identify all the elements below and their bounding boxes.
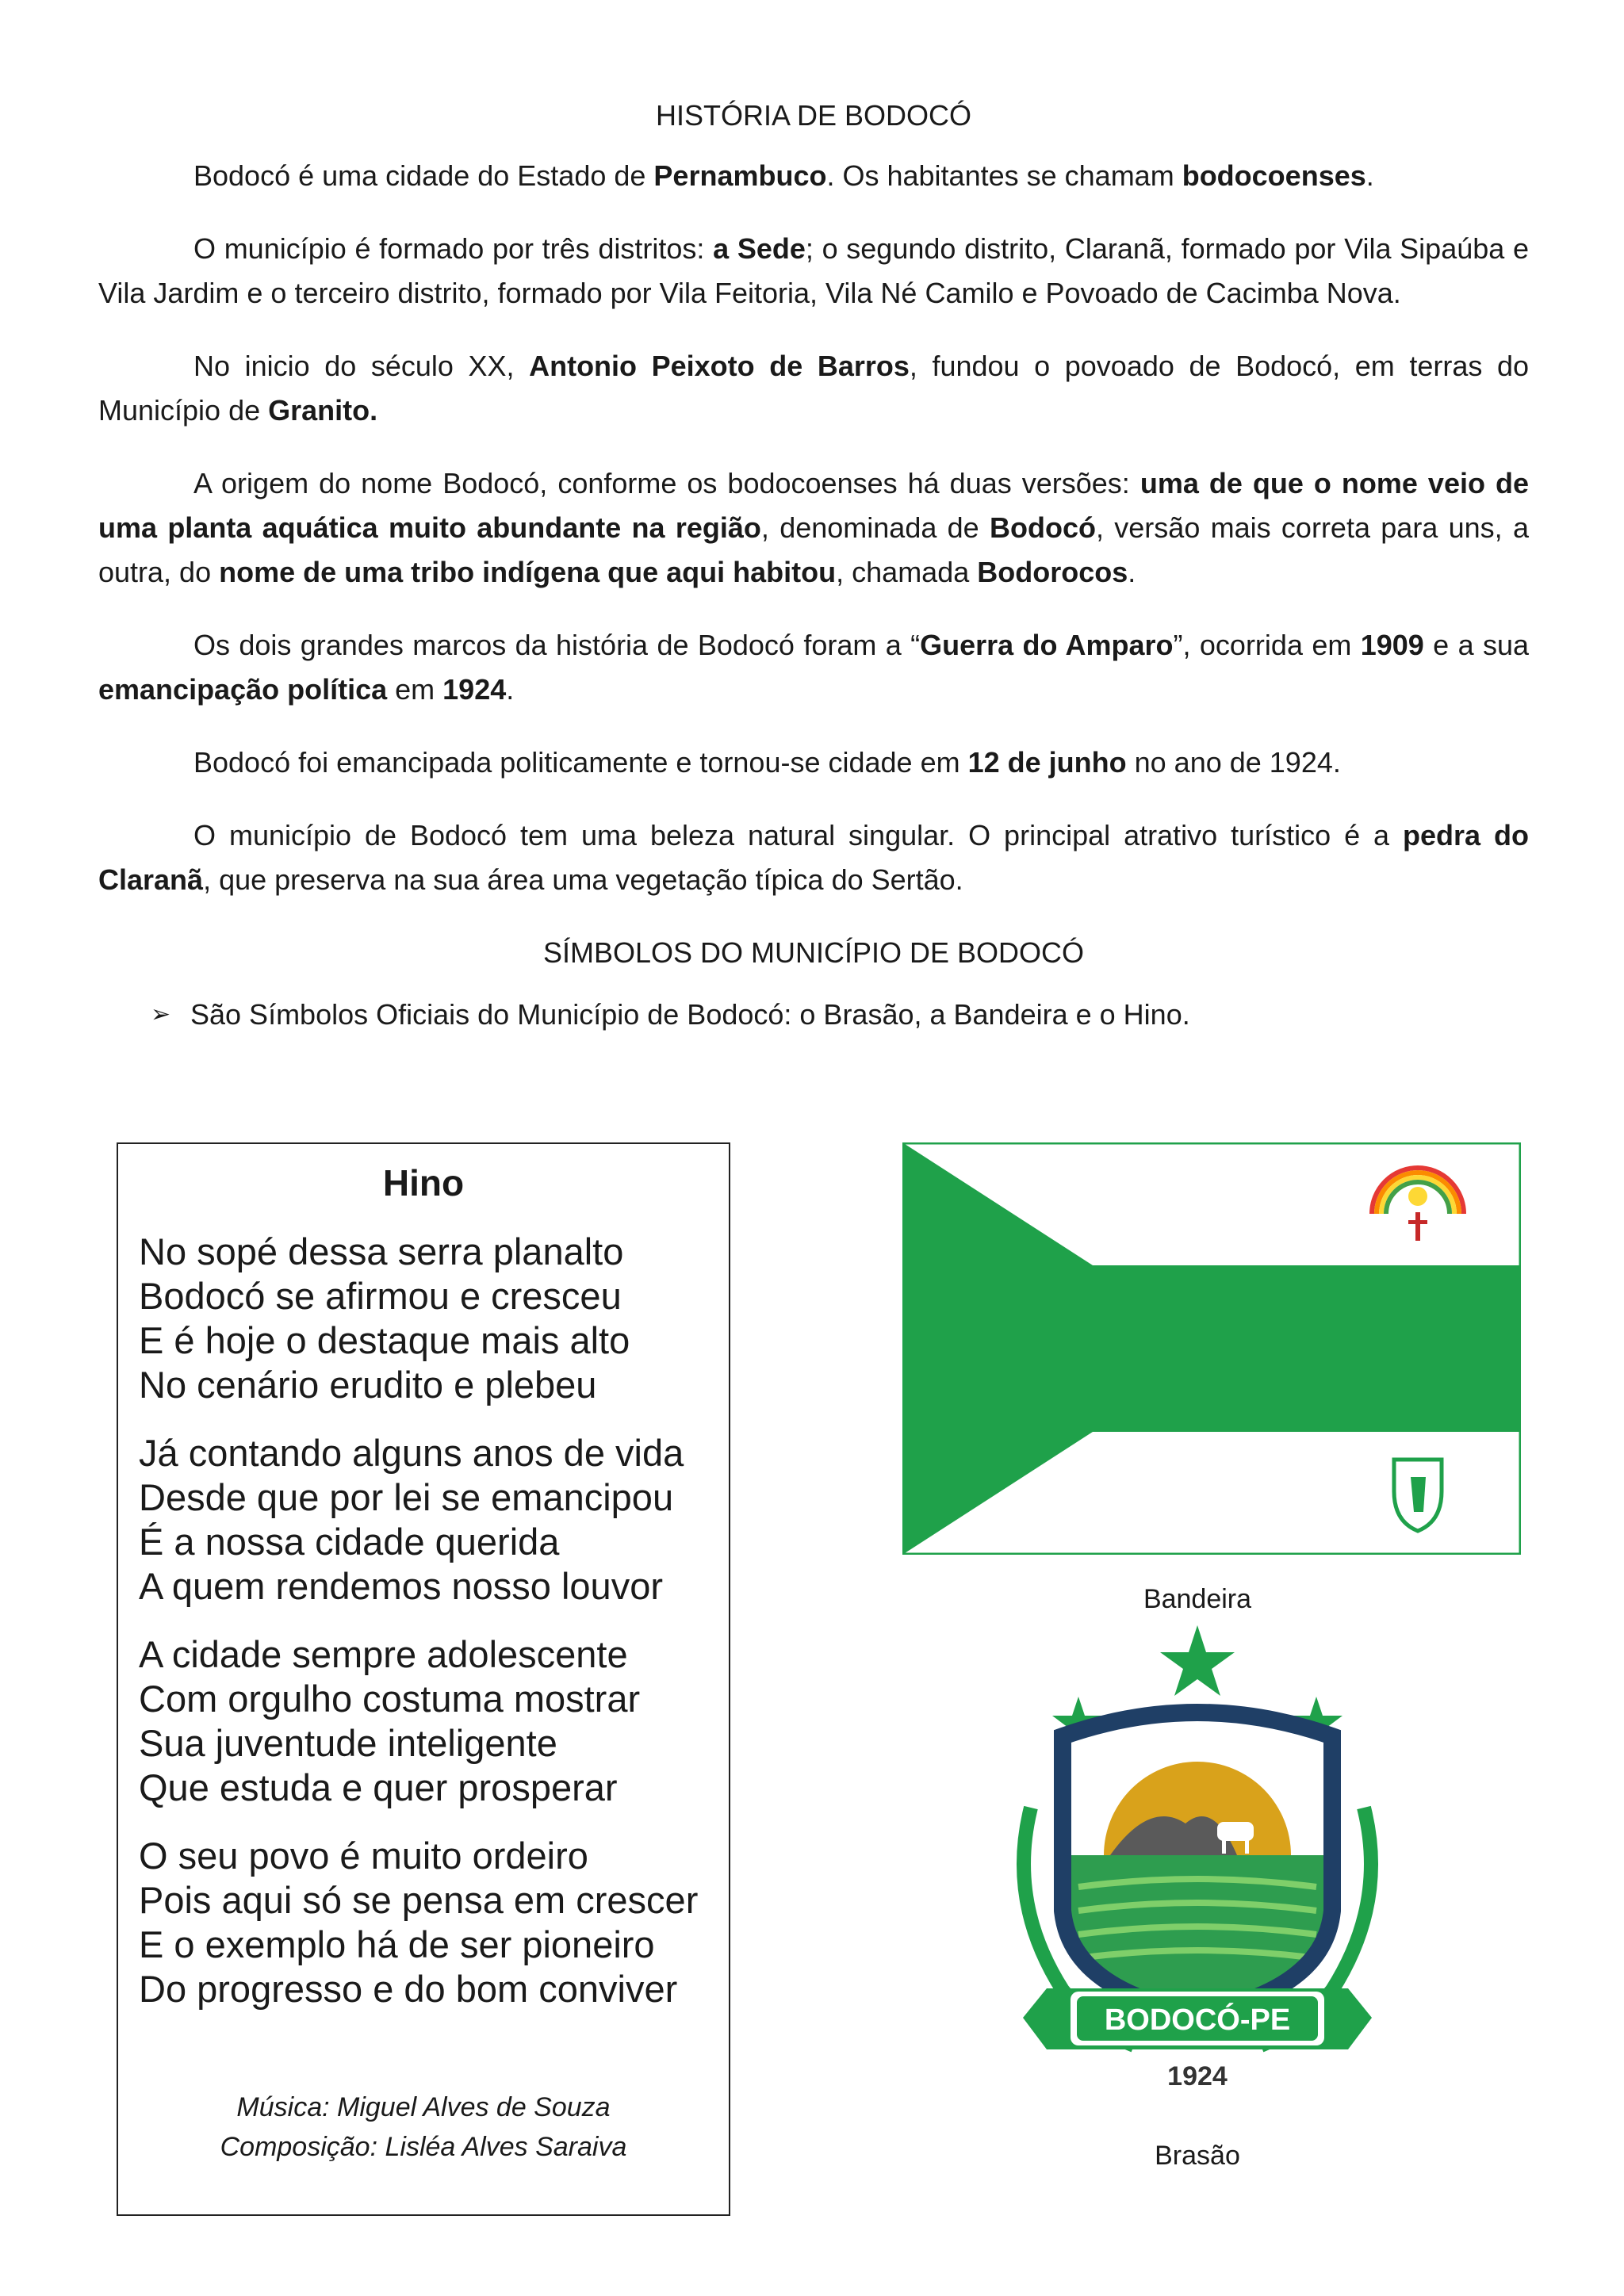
- flag-caption: Bandeira: [1143, 1584, 1252, 1614]
- paragraph-3: No inicio do século XX, Antonio Peixoto de Barros, fundou o povoado de Bodocó, em terras do Município de Granito.: [98, 350, 1529, 427]
- paragraph-4: A origem do nome Bodocó, conforme os bodocoenses há duas versões: uma de que o nome veio de uma planta aquática muito abundante na região, denominada de Bodocó, versão mais correta para uns, a outra, do nome de uma tribo indígena que aqui habitou, chamada Bodorocos.: [98, 467, 1529, 588]
- paragraph-1: Bodocó é uma cidade do Estado de Pernambuco. Os habitantes se chamam bodocoenses.: [193, 159, 1374, 192]
- hino-verse: Sua juventude inteligente: [139, 1722, 557, 1764]
- crest-caption: Brasão: [1155, 2141, 1240, 2171]
- hino-verse: Com orgulho costuma mostrar: [139, 1678, 641, 1720]
- hino-verse: Já contando alguns anos de vida: [139, 1432, 684, 1474]
- hino-verse: É a nossa cidade querida: [139, 1521, 560, 1563]
- hino-title: Hino: [382, 1162, 465, 1203]
- hino-stanza: [139, 1632, 729, 1810]
- hino-verse: A cidade sempre adolescente: [139, 1633, 628, 1675]
- hino-stanza: [139, 1431, 729, 1609]
- hino-verse: Do progresso e do bom conviver: [139, 1968, 678, 2010]
- crest-year-text: 1924: [1167, 2061, 1228, 2091]
- symbols-bullet-text: São Símbolos Oficiais do Município de Bodocó: o Brasão, a Bandeira e o Hino.: [190, 998, 1190, 1031]
- document-body: [98, 94, 1529, 1037]
- hino-verse: No sopé dessa serra planalto: [139, 1230, 624, 1272]
- music-credit: Música: Miguel Alves de Souza: [236, 2092, 611, 2122]
- bullet-arrow-icon: ➢: [151, 1001, 171, 1027]
- hino-verse: Pois aqui só se pensa em crescer: [139, 1879, 699, 1921]
- municipal-flag: [902, 1142, 1521, 1555]
- hino-stanza: [139, 1230, 729, 1407]
- crest-banner-text: BODOCÓ-PE: [1104, 2003, 1291, 2037]
- hino-verse: E o exemplo há de ser pioneiro: [139, 1923, 655, 1965]
- paragraph-5: Os dois grandes marcos da história de Bodocó foram a “Guerra do Amparo”, ocorrida em 1909 e a sua emancipação política em 1924.: [98, 629, 1529, 706]
- symbols-bullet: [151, 993, 1529, 1037]
- hino-verse: Desde que por lei se emancipou: [139, 1476, 674, 1518]
- paragraph-7: O município de Bodocó tem uma beleza natural singular. O principal atrativo turístico é a pedra do Claranã, que preserva na sua área uma vegetação típica do Sertão.: [98, 819, 1529, 896]
- hino-verse: Que estuda e quer prosperar: [139, 1766, 618, 1808]
- hino-verse: No cenário erudito e plebeu: [139, 1364, 597, 1406]
- municipal-crest: [975, 1617, 1419, 2109]
- paragraph-6: Bodocó foi emancipada politicamente e tornou-se cidade em 12 de junho no ano de 1924.: [193, 746, 1341, 779]
- hino-box: [117, 1142, 730, 2216]
- hino-verse: O seu povo é muito ordeiro: [139, 1835, 588, 1877]
- hino-credits: [118, 2087, 729, 2167]
- composition-credit: Composição: Lisléa Alves Saraiva: [220, 2132, 627, 2162]
- symbols-title: SÍMBOLOS DO MUNICÍPIO DE BODOCÓ: [542, 936, 1085, 969]
- shield-emblem-icon: [1394, 1460, 1442, 1531]
- star-icon: [1160, 1625, 1235, 1696]
- hino-verse: A quem rendemos nosso louvor: [139, 1565, 663, 1607]
- hino-verse: E é hoje o destaque mais alto: [139, 1319, 630, 1361]
- paragraph-2: O município é formado por três distritos: a Sede; o segundo distrito, Claranã, formado por Vila Sipaúba e Vila Jardim e o terceiro distrito, formado por Vila Feitoria, Vila Né Camilo e Povoado de Cacimba Nova.: [98, 232, 1530, 309]
- page-title: HISTÓRIA DE BODOCÓ: [655, 99, 972, 132]
- hino-stanza: [139, 1834, 729, 2011]
- hino-verse: Bodocó se afirmou e cresceu: [139, 1275, 622, 1317]
